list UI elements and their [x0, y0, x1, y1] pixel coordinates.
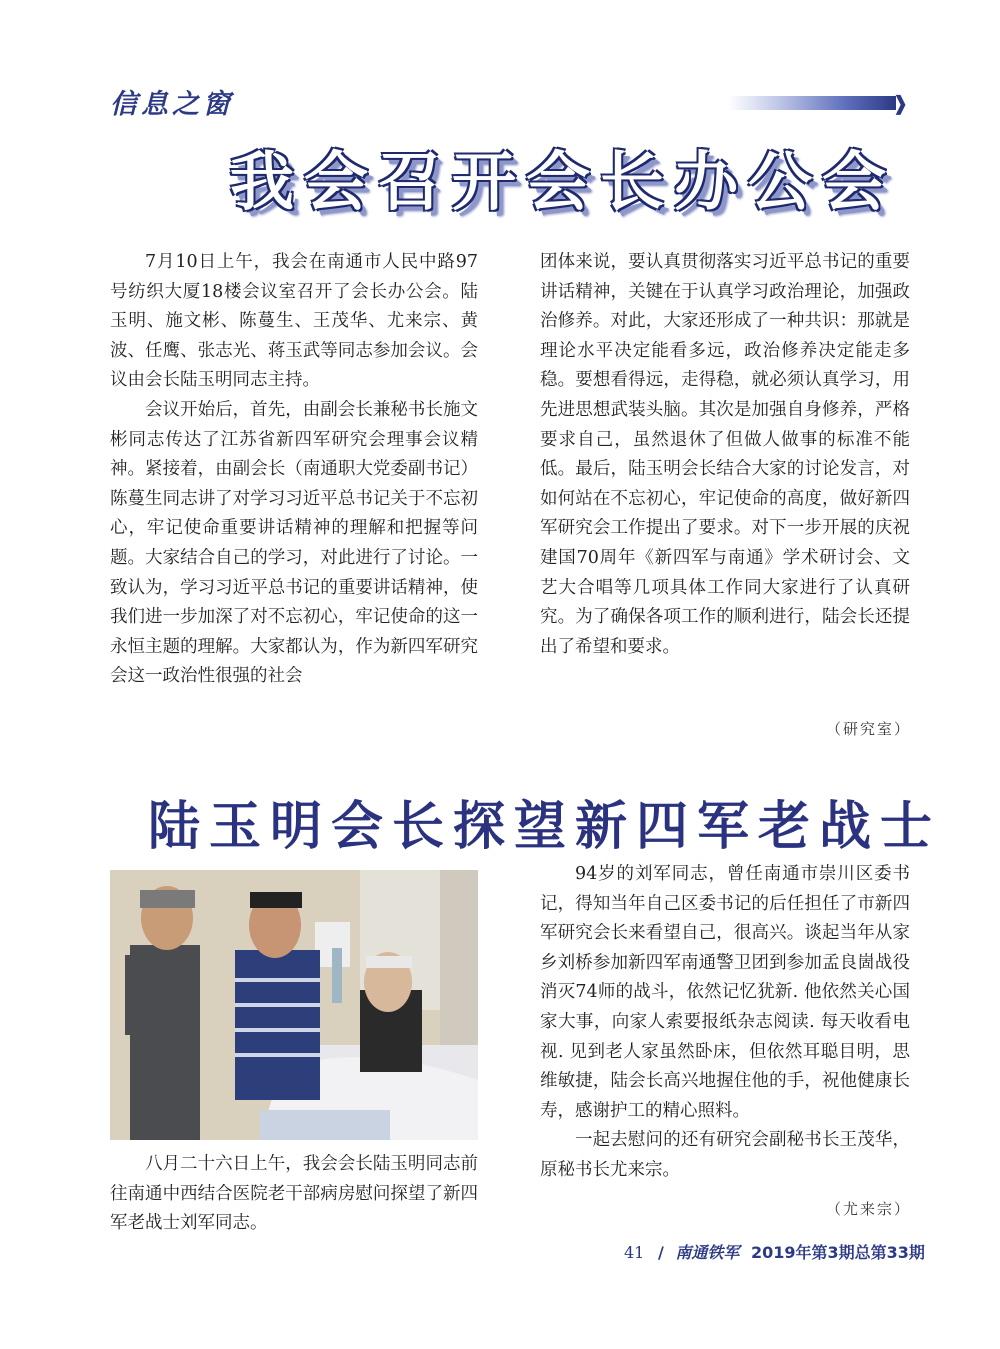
article1-column-right	[540, 248, 910, 662]
footer-separator: /	[657, 1243, 664, 1262]
article2-credit: （尤来宗）	[826, 1200, 912, 1218]
article2-column-right	[540, 860, 910, 1186]
photo-caption: 八月二十六日上午，我会会长陆玉明同志前往南通中西结合医院老干部病房慰问探望了新四军老战士刘军同志。	[110, 1154, 478, 1234]
article2-paragraph: 一起去慰问的还有研究会副秘书长王茂华，原秘书长尤来宗。	[540, 1130, 910, 1180]
magazine-name: 南通铁军	[675, 1243, 740, 1262]
issue-label: 2019年第3期总第33期	[750, 1243, 925, 1262]
page-footer	[624, 1240, 925, 1263]
article1-title: 我会召开会长办公会	[230, 145, 896, 220]
article2-paragraph: 94岁的刘军同志，曾任南通市崇川区委书记，得知当年自己区委书记的后任担任了市新四军研究会长来看望自己，很高兴。谈起当年从家乡刘桥参加新四军南通警卫团到参加孟良崮战役消灭74师的战斗，依然记忆犹新. 他依然关心国家大事，向家人索要报纸杂志阅读. 每天收看电视. 见到老人家虽然卧床，但依然耳聪目明，思维敏捷，陆会长高兴地握住他的手，祝他健康长寿，感谢护工的精心照料。	[540, 864, 910, 1121]
article1-paragraph: 7月10日上午，我会在南通市人民中路97号纺织大厦18楼会议室召开了会长办公会。陆玉明、施文彬、陈蔓生、王茂华、尤来宗、黄波、任鹰、张志光、蒋玉武等同志参加会议。会议由会长陆玉明同志主持。	[110, 252, 478, 391]
article2-title: 陆玉明会长探望新四军老战士	[148, 796, 942, 857]
page-number: 41	[624, 1243, 645, 1262]
article1-paragraph: 团体来说，要认真贯彻落实习近平总书记的重要讲话精神，关键在于认真学习政治理论，加强政治修养。对此，大家还形成了一种共识：那就是理论水平决定能看多远，政治修养决定能走多稳。要想看得远，走得稳，就必须认真学习，用先进思想武装头脑。其次是加强自身修养，严格要求自己，虽然退休了但做人做事的标准不能低。最后，陆玉明会长结合大家的讨论发言，对如何站在不忘初心，牢记使命的高度，做好新四军研究会工作提出了要求。对下一步开展的庆祝建国70周年《新四军与南通》学术研讨会、文艺大合唱等几项具体工作同大家进行了认真研究。为了确保各项工作的顺利进行，陆会长还提出了希望和要求。	[540, 252, 910, 657]
hospital-visit-photo	[110, 870, 478, 1140]
article1-paragraph: 会议开始后，首先，由副会长兼秘书长施文彬同志传达了江苏省新四军研究会理事会议精神。紧接着，由副会长（南通职大党委副书记）陈蔓生同志讲了对学习习近平总书记关于不忘初心，牢记使命重要讲话精神的理解和把握等问题。大家结合自己的学习，对此进行了讨论。一致认为，学习习近平总书记的重要讲话精神，使我们进一步加深了对不忘初心，牢记使命的这一永恒主题的理解。大家都认为，作为新四军研究会这一政治性很强的社会	[110, 399, 478, 687]
chevron-right-icon: ❱	[892, 91, 909, 115]
header-decor-bar	[728, 96, 896, 110]
article1-credit: （研究室）	[826, 720, 912, 738]
section-header-label: 信息之窗	[110, 89, 234, 120]
article1-column-left	[110, 248, 478, 692]
